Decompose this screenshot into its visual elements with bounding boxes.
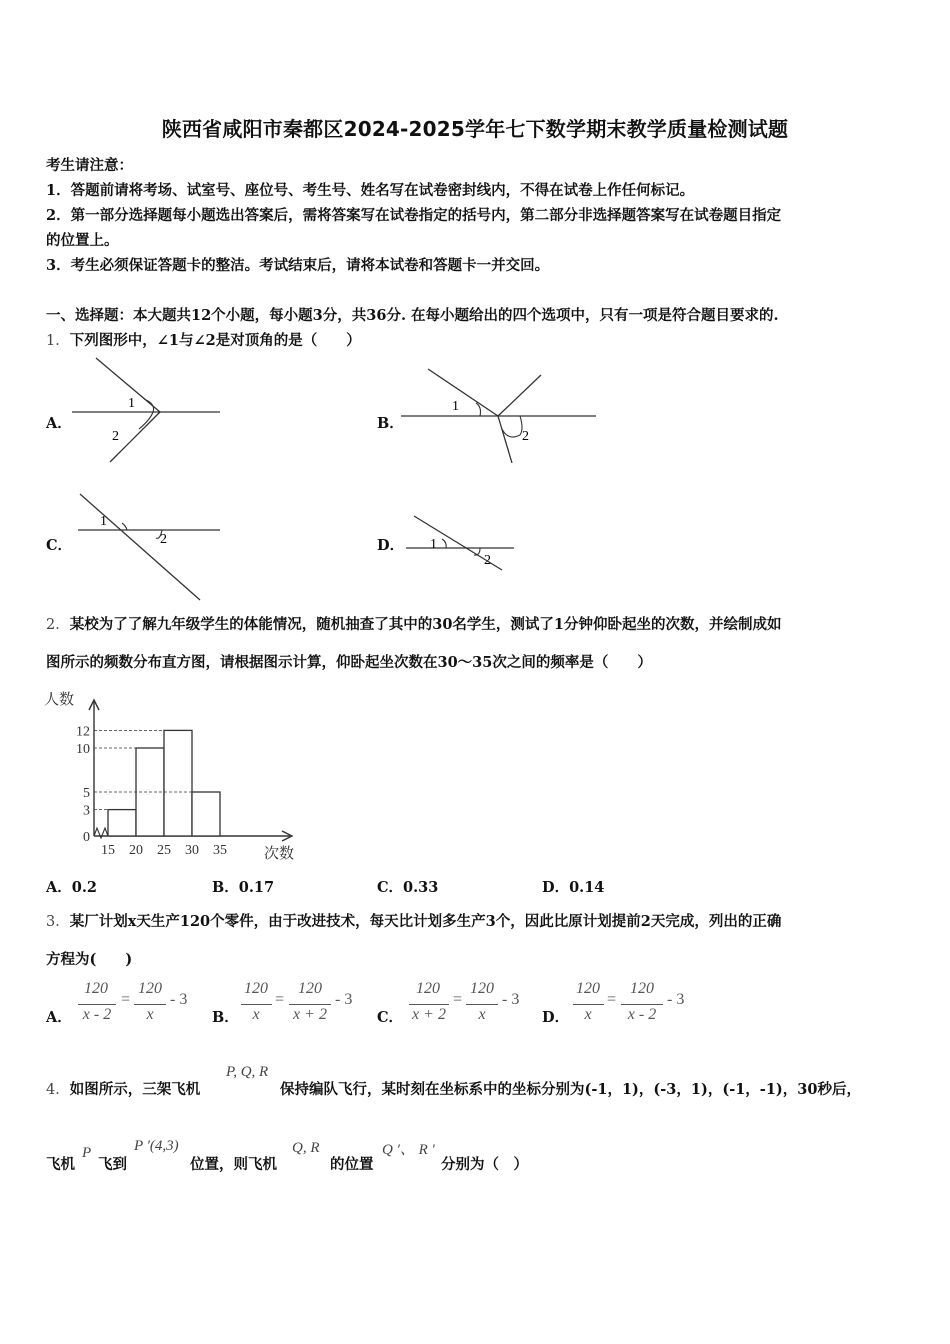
- y-tick-label: 12: [76, 724, 90, 740]
- math-q-r-prime: Q ′、 R ′: [382, 1142, 435, 1158]
- q1-option-c-label[interactable]: C．: [46, 537, 73, 554]
- question-text-3: 飞机: [46, 1156, 75, 1173]
- question-text: 某校为了了解九年级学生的体能情况，随机抽查了其中的30名学生，测试了1分钟仰卧起坐的次数，并绘制成如: [69, 616, 782, 633]
- q1-figure-b: [396, 363, 606, 468]
- angle-1-label: 1: [128, 396, 135, 411]
- q2-option-c[interactable]: C．0.33: [377, 879, 439, 896]
- angle-1-label: 1: [430, 537, 437, 552]
- q1-figure-a: [66, 352, 236, 467]
- q3-option-c-equation: 120 x + 2 = 120 x - 3: [408, 980, 533, 1028]
- question-number: 3．: [46, 914, 70, 930]
- math-p-prime: P ′(4,3): [134, 1138, 179, 1154]
- histogram-bar: [164, 730, 192, 836]
- frequency-histogram: [40, 688, 305, 863]
- notice-item-2: 2．第一部分选择题每小题选出答案后，需将答案写在试卷指定的括号内，第二部分非选择题答案写在试卷题目指定: [46, 207, 782, 224]
- q1-option-b-label[interactable]: B．: [377, 415, 404, 432]
- math-p: P: [82, 1145, 92, 1161]
- q3-option-a-label[interactable]: A．: [46, 1009, 72, 1026]
- question-2-cont: 图所示的频数分布直方图，请根据图示计算，仰卧起坐次数在30～35次之间的频率是（ ）: [46, 654, 652, 671]
- q1-figure-c: [72, 490, 232, 605]
- histogram-bar: [108, 810, 136, 836]
- x-tick-label: 30: [185, 843, 199, 858]
- histogram-bar: [192, 792, 220, 836]
- q3-option-c-label[interactable]: C．: [377, 1009, 404, 1026]
- q3-option-d-equation: 120 x = 120 x - 2 - 3: [572, 980, 697, 1028]
- question-number: 1．: [46, 333, 70, 349]
- section-heading: 一、选择题：本大题共12个小题，每小题3分，共36分. 在每小题给出的四个选项中，只有一项是符合题目要求的.: [46, 307, 779, 324]
- q1-figure-d: [400, 510, 525, 575]
- question-text-1: 如图所示，三架飞机: [69, 1081, 201, 1098]
- x-tick-label: 35: [213, 843, 227, 858]
- angle-2-label: 2: [112, 429, 119, 444]
- question-number: 4．: [46, 1082, 70, 1098]
- question-text-7: 分别为（ ）: [441, 1156, 528, 1173]
- angle-1-label: 1: [100, 514, 107, 529]
- math-pqr: P, Q, R: [226, 1064, 269, 1080]
- q3-option-d-label[interactable]: D．: [542, 1009, 570, 1026]
- question-text-4: 飞到: [98, 1156, 127, 1173]
- page-title: 陕西省咸阳市秦都区2024-2025学年七下数学期末教学质量检测试题: [161, 117, 789, 141]
- q2-option-b[interactable]: B．0.17: [212, 879, 275, 896]
- x-axis-label: 次数: [264, 846, 295, 862]
- y-axis-label: 人数: [44, 692, 75, 708]
- y-tick-label: 10: [76, 742, 90, 757]
- angle-2-label: 2: [522, 429, 529, 444]
- question-text: 下列图形中，∠1与∠2是对顶角的是（ ）: [69, 332, 361, 349]
- y-tick-label: 3: [83, 803, 90, 819]
- y-tick-label: 0: [83, 830, 90, 845]
- angle-2-label: 2: [160, 532, 167, 547]
- q2-option-d[interactable]: D．0.14: [542, 879, 605, 896]
- x-tick-label: 20: [129, 843, 143, 858]
- q3-option-b-equation: 120 x = 120 x + 2 - 3: [240, 980, 365, 1028]
- notice-item-2-cont: 的位置上。: [46, 232, 119, 249]
- y-tick-label: 5: [83, 786, 90, 801]
- question-2: [46, 613, 782, 634]
- q1-option-a-label[interactable]: A．: [46, 415, 72, 432]
- question-4: [46, 1078, 200, 1099]
- q2-option-a[interactable]: A．0.2: [46, 879, 97, 896]
- question-text-6: 的位置: [330, 1156, 374, 1173]
- question-3-cont: 方程为( ): [46, 951, 133, 968]
- angle-2-label: 2: [484, 553, 491, 568]
- angle-1-label: 1: [452, 399, 459, 414]
- question-text: 某厂计划x天生产120个零件，由于改进技术，每天比计划多生产3个，因此比原计划提前2天完成，列出的正确: [69, 913, 782, 930]
- question-number: 2．: [46, 617, 70, 633]
- x-tick-label: 25: [157, 843, 171, 858]
- notice-heading: 考生请注意：: [46, 157, 133, 174]
- question-1: [46, 329, 361, 350]
- notice-item-1: 1．答题前请将考场、试室号、座位号、考生号、姓名写在试卷密封线内，不得在试卷上作任何标记。: [46, 182, 695, 199]
- q3-option-b-label[interactable]: B．: [212, 1009, 239, 1026]
- x-tick-label: 15: [101, 843, 115, 858]
- question-text-2: 保持编队飞行，某时刻在坐标系中的坐标分别为(-1，1)，(-3，1)，(-1，-1)，30秒后，: [280, 1081, 861, 1098]
- q1-option-d-label[interactable]: D．: [377, 537, 405, 554]
- question-text-5: 位置，则飞机: [190, 1156, 277, 1173]
- math-qr: Q, R: [292, 1140, 320, 1156]
- notice-item-3: 3．考生必须保证答题卡的整洁。考试结束后，请将本试卷和答题卡一并交回。: [46, 257, 550, 274]
- question-3: [46, 910, 781, 931]
- q3-option-a-equation: 120 x - 2 = 120 x - 3: [76, 980, 196, 1028]
